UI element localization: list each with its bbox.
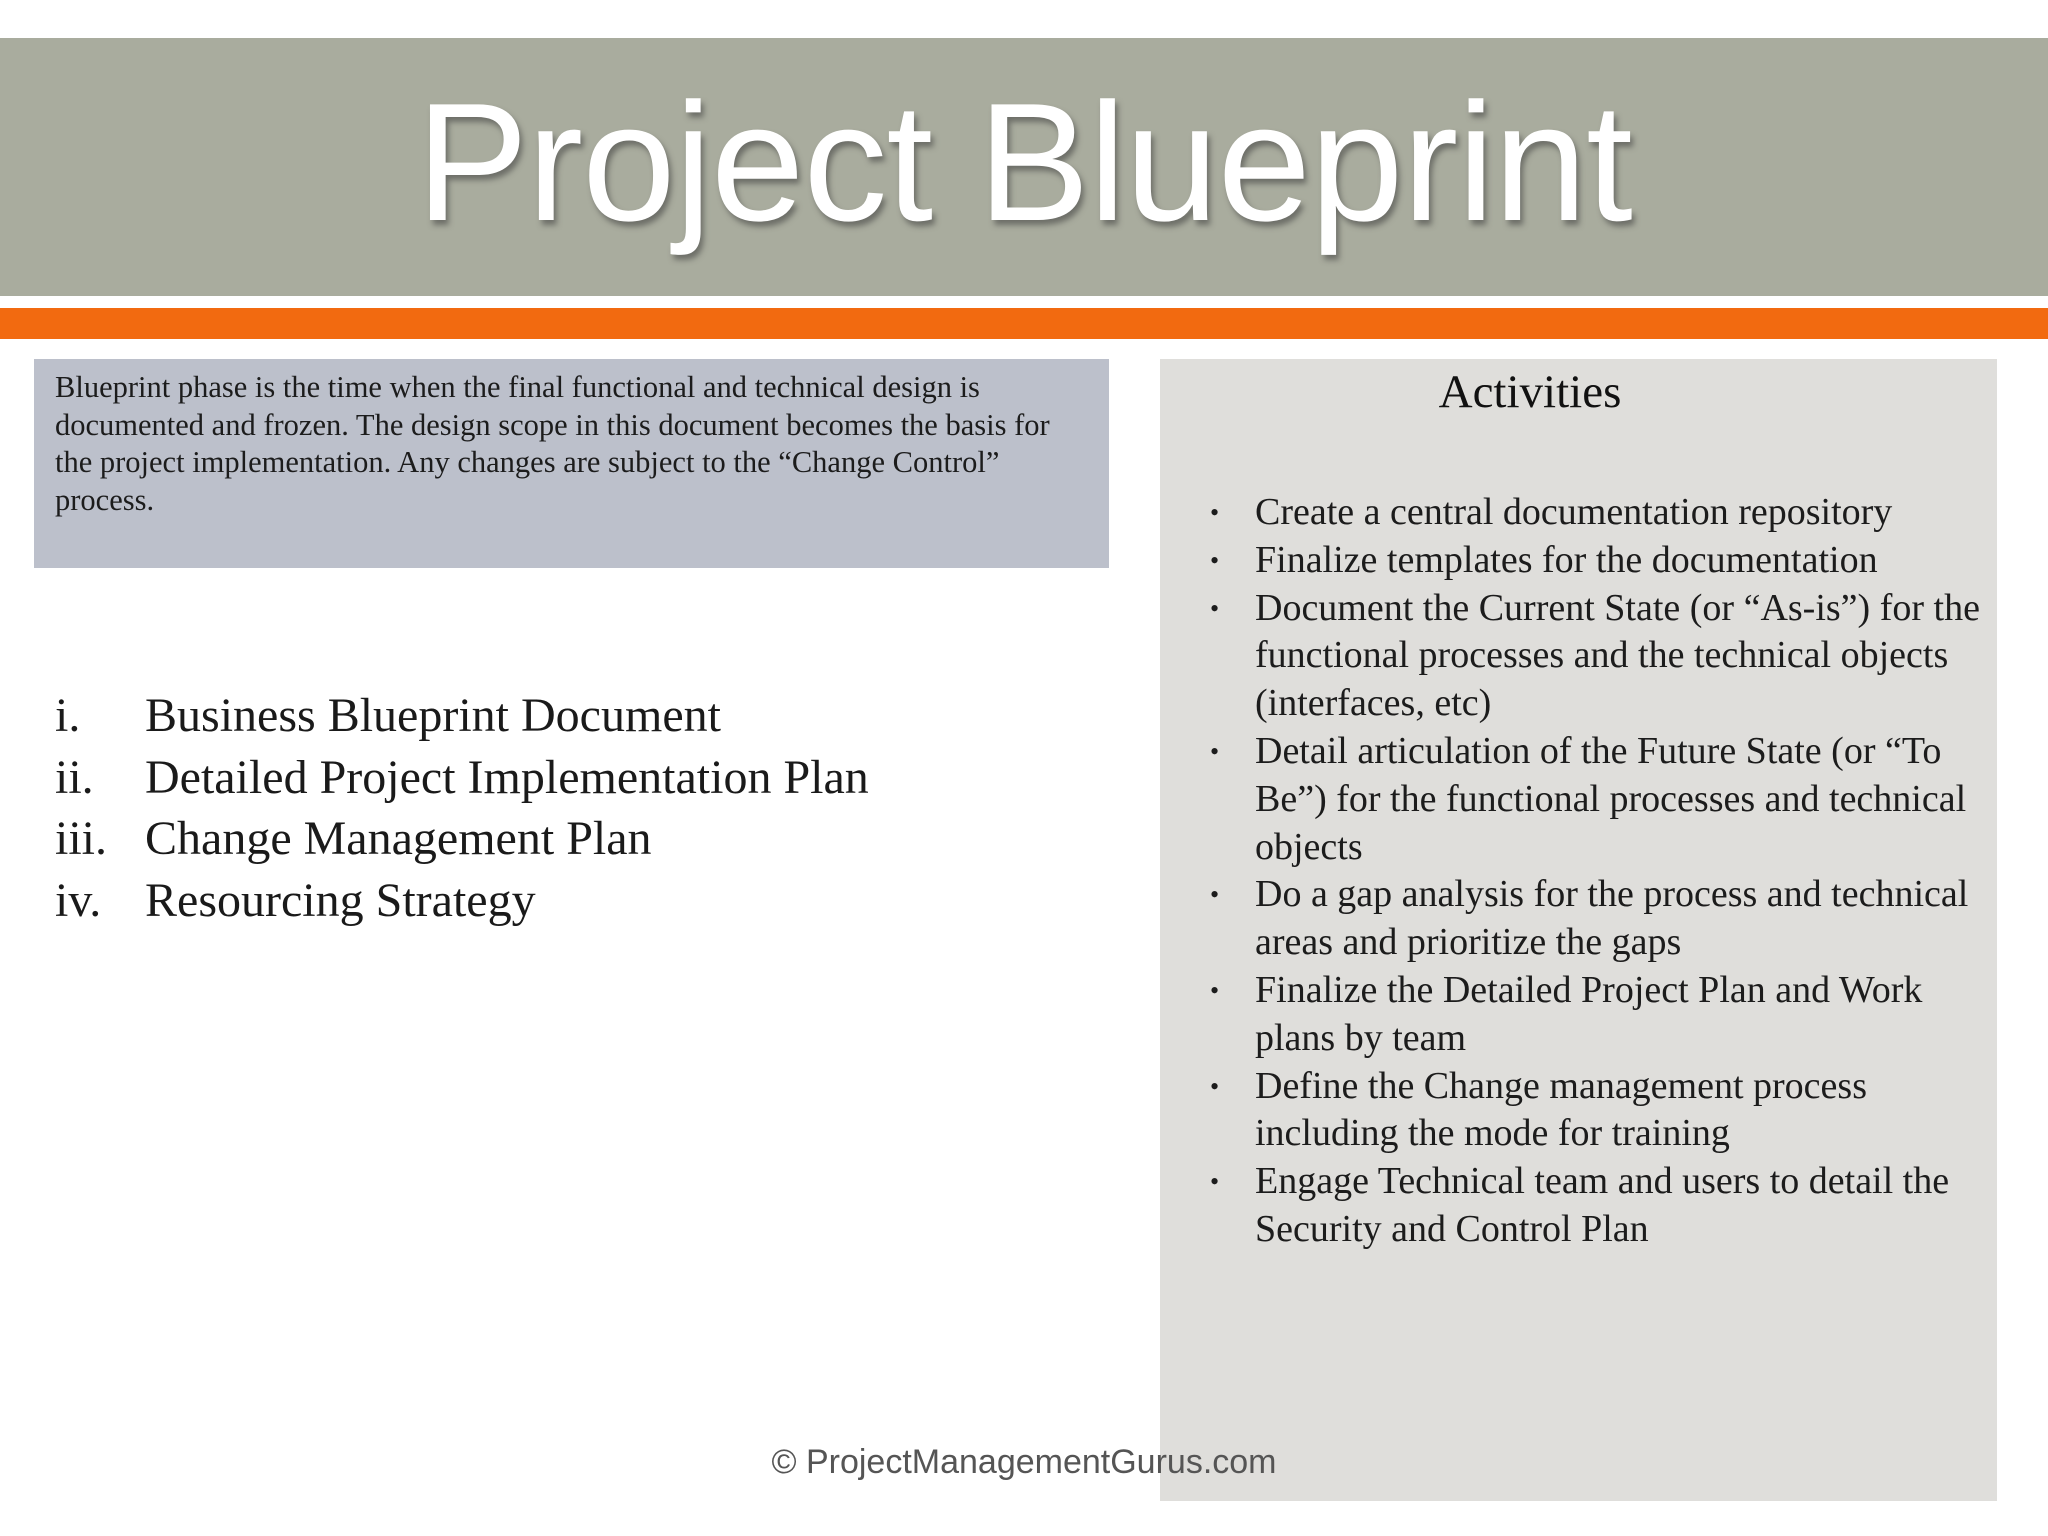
deliverable-item (55, 808, 869, 870)
bullet-icon: • (1210, 545, 1220, 575)
activity-item (1210, 537, 1980, 585)
bullet-icon: • (1210, 498, 1220, 527)
activity-text: Finalize templates for the documentation (1255, 538, 1878, 581)
bullet-icon: • (1210, 975, 1220, 1005)
activity-item (1210, 967, 1980, 1063)
activity-text: Finalize the Detailed Project Plan and Work plans by team (1255, 968, 1923, 1059)
deliverable-text: Resourcing Strategy (145, 873, 536, 927)
activity-item (1210, 489, 1980, 537)
bullet-icon: • (1210, 1071, 1220, 1101)
deliverable-number: i. (55, 689, 81, 742)
intro-text: Blueprint phase is the time when the final functional and technical design is documented and frozen. The design scope in this document becomes the basis for the project implementation. Any changes are subject to the “Change Control” process. (55, 370, 1050, 517)
activity-item (1210, 1063, 1980, 1159)
deliverable-item (55, 870, 869, 932)
activity-item (1210, 728, 1980, 871)
activity-text: Document the Current State (or “As-is”) for the functional processes and the technical objects (interfaces, etc) (1255, 586, 1980, 725)
title-band (0, 38, 2048, 296)
activity-text: Do a gap analysis for the process and technical areas and prioritize the gaps (1255, 873, 1969, 964)
activities-panel (1160, 359, 1997, 1501)
deliverable-item (55, 747, 869, 809)
deliverable-item (55, 685, 869, 747)
deliverable-number: iii. (55, 812, 108, 865)
activity-text: Detail articulation of the Future State (or “To Be”) for the functional processes and technical objects (1255, 729, 1967, 868)
activity-item (1210, 585, 1980, 728)
intro-box (34, 359, 1109, 568)
bullet-icon: • (1210, 736, 1220, 766)
activity-item (1210, 871, 1980, 967)
copyright-footer: © ProjectManagementGurus.com (771, 1443, 1277, 1481)
deliverable-number: iv. (55, 873, 102, 927)
activity-text: Engage Technical team and users to detail the Security and Control Plan (1255, 1160, 1950, 1250)
deliverable-number: ii. (55, 750, 94, 804)
activities-title: Activities (1438, 366, 1622, 418)
deliverable-text: Business Blueprint Document (145, 689, 721, 742)
activity-text: Create a central documentation repository (1255, 491, 1893, 533)
activity-text: Define the Change management process including the mode for training (1255, 1064, 1867, 1155)
activity-item (1210, 1158, 1980, 1254)
accent-bar (0, 308, 2048, 339)
bullet-icon: • (1210, 880, 1220, 910)
bullet-icon: • (1210, 1167, 1220, 1197)
activities-list (1210, 489, 1980, 1254)
slide-title: Project Blueprint (416, 67, 1632, 256)
bullet-icon: • (1210, 593, 1220, 623)
deliverable-text: Change Management Plan (145, 812, 652, 865)
deliverable-text: Detailed Project Implementation Plan (145, 750, 869, 804)
deliverables-list (55, 685, 869, 931)
